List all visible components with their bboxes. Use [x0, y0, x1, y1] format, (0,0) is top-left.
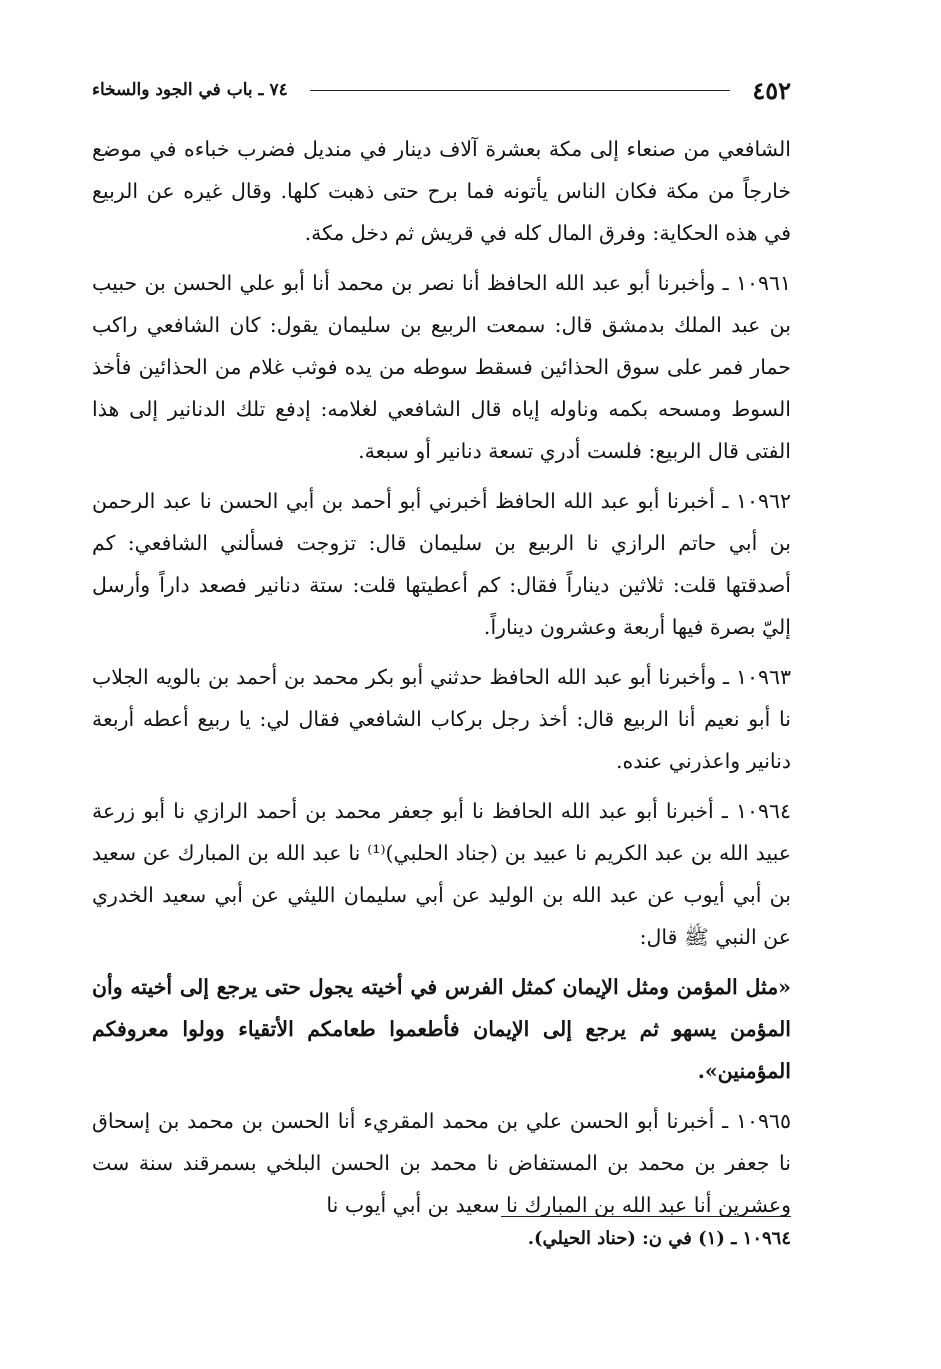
- main-text: [92, 128, 791, 1234]
- prophetic-saying: «مثل المؤمن ومثل الإيمان كمثل الفرس في أخيته يجول حتى يرجع إلى أخيته وأن المؤمن يسهو ثم يرجع إلى الإيمان فأطعموا طعامكم الأتقياء وولوا معروفكم المؤمنين».: [92, 975, 791, 1083]
- footnote: ١٠٩٦٤ ـ (١) في ن: (حناد الحيلي).: [527, 1228, 791, 1249]
- header-divider: [310, 90, 731, 91]
- page-header: [92, 70, 791, 110]
- hadith-10962: ١٠٩٦٢ ـ أخبرنا أبو عبد الله الحافظ أخبرني أبو أحمد بن أبي الحسن نا عبد الرحمن بن أبي حاتم الرازي نا الربيع بن سليمان قال: تزوجت فسألني الشافعي: كم أصدقتها قلت: ثلاثين ديناراً فقال: كم أعطيتها قلت: ستة دنانير فصعد داراً وأرسل إليّ بصرة فيها أربعة وعشرون ديناراً.: [92, 489, 791, 639]
- hadith-10965: ١٠٩٦٥ ـ أخبرنا أبو الحسن علي بن محمد المقريء أنا الحسن بن محمد بن إسحاق نا جعفر بن محمد بن المستفاض نا محمد بن الحسن البلخي بسمرقند سنة ست وعشرين أنا عبد الله بن المبارك نا سعيد بن أبي أيوب نا: [92, 1109, 791, 1217]
- footnote-divider: [501, 1216, 791, 1217]
- hadith-10961: ١٠٩٦١ ـ وأخبرنا أبو عبد الله الحافظ أنا نصر بن محمد أنا أبو علي الحسن بن حبيب بن عبد الملك بدمشق قال: سمعت الربيع بن سليمان يقول: كان الشافعي راكب حمار فمر على سوق الحذائين فسقط سوطه من يده فوثب غلام من الحذائين فأخذ السوط ومسحه بكمه وناوله إياه قال الشافعي لغلامه: إدفع تلك الدنانير إلى هذا الفتى قال الربيع: فلست أدري تسعة دنانير أو سبعة.: [92, 271, 791, 463]
- running-title: ٧٤ ـ باب في الجود والسخاء: [92, 80, 288, 100]
- page-number: ٤٥٢: [752, 75, 791, 105]
- hadith-10964: ١٠٩٦٤ ـ أخبرنا أبو عبد الله الحافظ نا أبو جعفر محمد بن أحمد الرازي نا أبو زرعة عبيد الله بن عبد الكريم نا عبيد بن (جناد الحلبي)⁽¹⁾ نا عبد الله بن المبارك عن سعيد بن أبي أيوب عن عبد الله بن الوليد عن أبي سليمان الليثي عن أبي سعيد الخدري عن النبي ﷺ قال:: [92, 799, 791, 949]
- paragraph-continuation: الشافعي من صنعاء إلى مكة بعشرة آلاف دينار في منديل فضرب خباءه في موضع خارجاً من مكة فكان الناس يأتونه فما برح حتى ذهبت كلها. وقال غيره عن الربيع في هذه الحكاية: وفرق المال كله في قريش ثم دخل مكة.: [92, 137, 791, 245]
- hadith-10963: ١٠٩٦٣ ـ وأخبرنا أبو عبد الله الحافظ حدثني أبو بكر محمد بن أحمد بن بالويه الجلاب نا أبو نعيم أنا الربيع قال: أخذ رجل بركاب الشافعي فقال لي: يا ربيع أعطه أربعة دنانير واعذرني عنده.: [92, 665, 791, 773]
